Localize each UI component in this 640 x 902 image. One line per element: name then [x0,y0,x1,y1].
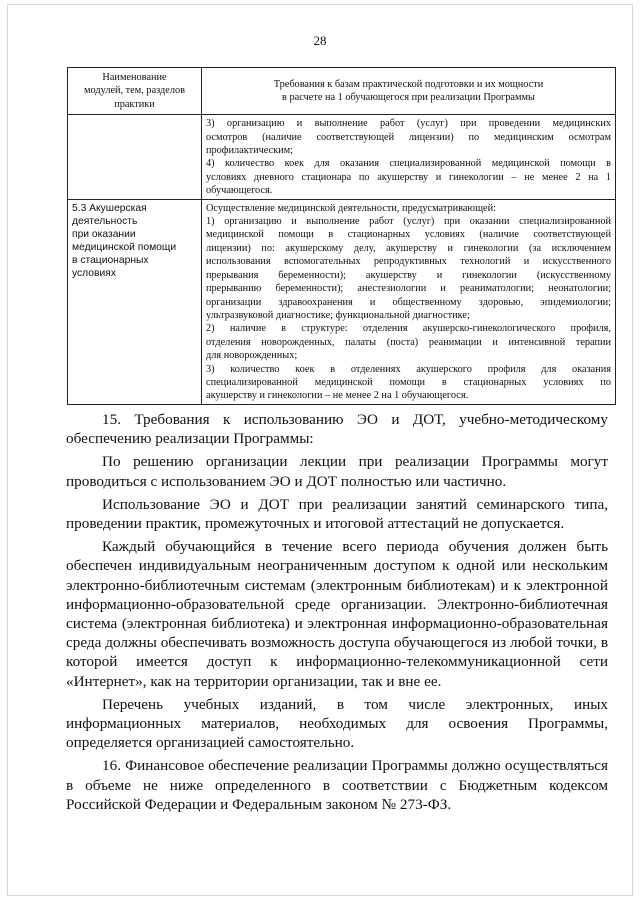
requirement-line: 3) количество коек в отделениях акушерского профиля для оказания [206,363,611,375]
paragraph: Использование ЭО и ДОТ при реализации занятий семинарского типа, проведении практик, промежуточных и итоговой аттестаций не допускается. [66,495,608,533]
table-header-row [68,68,616,115]
module-name-line: в стационарных [72,254,149,266]
paragraph: 15. Требования к использованию ЭО и ДОТ, учебно-методическому обеспечению реализации Программы: [66,411,608,448]
requirement-line: лицензии) по: акушерскому делу, акушерству и гинекологии (за исключением [206,242,611,254]
requirement-line: для новорожденных; [206,350,298,362]
requirement-line: акушерству и гинекологии – не менее 2 на 1 обучающегося. [206,390,469,402]
requirement-line: 1) организацию и выполнение работ (услуг) при оказании специализированной [206,216,611,228]
header-line: Требования к базам практической подготовки и их мощности [273,78,544,90]
header-modules [68,68,202,115]
paragraph: По решению организации лекции при реализации Программы могут проводиться с использованием ЭО и ДОТ полностью или частично. [66,453,608,490]
requirement-line: 4) количество коек для оказания специализированной медицинской помощи в [206,158,611,170]
requirements-cell [202,115,616,199]
requirement-line: условиях дневного стационара по акушерству и гинекологии – не менее 2 на 1 [206,171,611,183]
requirement-line: отделения новорожденных, палаты (поста) реанимации и интенсивной терапии [206,336,611,348]
requirement-line: специализированной медицинской помощи в стационарных условиях по [206,376,611,388]
header-line: в расчете на 1 обучающегося при реализации Программы [282,92,535,104]
paragraph: Перечень учебных изданий, в том числе электронных, иных информационных материалов, необходимых для освоения Программы, определяется организацией самостоятельно. [66,695,608,752]
requirement-line: медицинской помощи в стационарных условиях (наличие соответствующей [206,229,611,241]
requirement-line: Осуществление медицинской деятельности, предусматривающей: [206,202,496,214]
requirement-line: осмотров (наличие соответствующей лицензии) по медицинским осмотрам [206,131,611,143]
header-line: модулей, тем, разделов [84,85,185,97]
requirement-line: ультразвуковой диагностике; функциональной диагностике; [206,309,470,321]
header-line: практики [114,98,155,110]
requirement-line: прерыванию беременности); анестезиологии и реаниматологии; неонатологии; [206,283,611,295]
module-cell [68,115,202,199]
requirement-line: прерывания беременности); акушерству и гинекологии (искусственному [206,269,611,281]
paragraph: Каждый обучающийся в течение всего периода обучения должен быть обеспечен индивидуальным неограниченным доступом к одной или нескольким электронно-библиотечным системам (электронным библиотекам) и к электронной информационно-образовательной среде организации. Электронно-библиотечная система (электронная библиотека) и электронная информационно-образовательная среда должны обеспечивать возможность доступа обучающегося из любой точки, в которой имеется доступ к информационно-телекоммуникационной сети «Интернет», как на территории организации, так и вне ее. [66,538,608,690]
requirements-cell [202,199,616,404]
table-row [68,115,616,199]
requirement-line: организации здравоохранения и общественному здоровью, эпидемиологии; [206,296,611,308]
requirements-table [67,67,616,405]
module-name-line: медицинской помощи [72,241,177,253]
requirement-line: профилактическим; [206,145,294,157]
requirement-line: использования вспомогательных репродуктивных технологий и искусственного [206,256,611,268]
page-number: 28 [313,33,327,48]
module-name-line: 5.3 Акушерская [72,202,147,214]
paragraph: 16. Финансовое обеспечение реализации Программы должно осуществляться в объеме не ниже определенного в соответствии с Бюджетным кодексом Российской Федерации и Федеральным законом № 273-ФЗ. [66,757,608,813]
requirement-line: 2) наличие в структуре: отделения акушерско-гинекологического профиля, [206,323,611,335]
header-requirements [202,68,616,115]
requirement-line: 3) организацию и выполнение работ (услуг) при проведении медицинских [206,118,611,130]
module-name-line: деятельность [72,215,138,227]
body-text [66,410,608,818]
requirement-line: обучающегося. [206,185,273,197]
table-row [68,199,616,404]
module-name-line: при оказании [72,228,136,240]
module-cell [68,199,202,404]
header-line: Наименование [102,72,167,83]
module-name-line: условиях [72,267,116,279]
